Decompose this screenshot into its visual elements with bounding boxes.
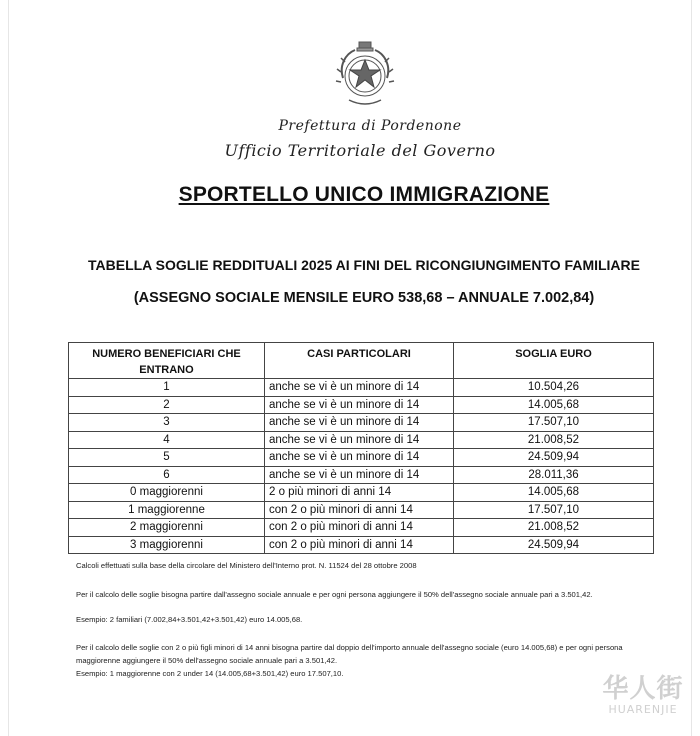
cell-threshold: 17.507,10 bbox=[454, 501, 654, 519]
example-1: Esempio: 2 familiari (7.002,84+3.501,42+3.501,42) euro 14.005,68. bbox=[76, 615, 303, 624]
cell-special-case: 2 o più minori di anni 14 bbox=[265, 484, 454, 502]
table-title: TABELLA SOGLIE REDDITUALI 2025 AI FINI DEL RICONGIUNGIMENTO FAMILIARE bbox=[88, 257, 640, 273]
cell-special-case: anche se vi è un minore di 14 bbox=[265, 466, 454, 484]
cell-threshold: 14.005,68 bbox=[454, 484, 654, 502]
office-line-2: Ufficio Territoriale del Governo bbox=[224, 141, 496, 160]
cell-special-case: con 2 o più minori di anni 14 bbox=[265, 519, 454, 537]
table-row bbox=[69, 466, 654, 484]
cell-beneficiaries: 0 maggiorenni bbox=[69, 484, 265, 502]
watermark-chinese: 华人街 bbox=[602, 674, 684, 704]
watermark-latin: HUARENJIE bbox=[608, 703, 678, 716]
table-row bbox=[69, 431, 654, 449]
cell-threshold: 24.509,94 bbox=[454, 536, 654, 554]
cell-beneficiaries: 1 maggiorenne bbox=[69, 501, 265, 519]
watermark bbox=[588, 668, 698, 716]
table-row bbox=[69, 484, 654, 502]
cell-beneficiaries: 5 bbox=[69, 449, 265, 467]
cell-beneficiaries: 3 maggiorenni bbox=[69, 536, 265, 554]
cell-beneficiaries: 1 bbox=[69, 379, 265, 397]
cell-special-case: anche se vi è un minore di 14 bbox=[265, 414, 454, 432]
header-beneficiaries: NUMERO BENEFICIARI CHE ENTRANO bbox=[69, 343, 265, 379]
cell-threshold: 21.008,52 bbox=[454, 431, 654, 449]
calculation-rule-1: Per il calcolo delle soglie bisogna partire dall'assegno sociale annuale e per ogni persona aggiungere il 50% dell'assegno sociale annuale pari a 3.501,42. bbox=[76, 590, 593, 599]
cell-special-case: anche se vi è un minore di 14 bbox=[265, 396, 454, 414]
cell-special-case: anche se vi è un minore di 14 bbox=[265, 431, 454, 449]
source-note: Calcoli effettuati sulla base della circolare del Ministero dell'Interno prot. N. 11524 del 28 ottobre 2008 bbox=[76, 561, 417, 570]
allowance-subtitle: (ASSEGNO SOCIALE MENSILE EURO 538,68 – ANNUALE 7.002,84) bbox=[133, 290, 595, 306]
cell-beneficiaries: 2 maggiorenni bbox=[69, 519, 265, 537]
cell-threshold: 14.005,68 bbox=[454, 396, 654, 414]
table-header-row bbox=[69, 343, 654, 379]
cell-special-case: con 2 o più minori di anni 14 bbox=[265, 501, 454, 519]
header-special-cases: CASI PARTICOLARI bbox=[265, 343, 454, 379]
example-2: Esempio: 1 maggiorenne con 2 under 14 (14.005,68+3.501,42) euro 17.507,10. bbox=[76, 669, 344, 678]
cell-beneficiaries: 6 bbox=[69, 466, 265, 484]
cell-threshold: 28.011,36 bbox=[454, 466, 654, 484]
main-title: SPORTELLO UNICO IMMIGRAZIONE bbox=[178, 183, 550, 206]
calculation-rule-2: Per il calcolo delle soglie con 2 o più figli minori di 14 anni bisogna partire dal doppio dell'importo annuale dell'assegno sociale (euro 14.005,68) e per ogni persona maggiorenne aggiungere il 50% dell'assegno sociale annuale pari a 3.501,42. bbox=[76, 643, 623, 665]
table-row bbox=[69, 379, 654, 397]
italian-republic-emblem-icon bbox=[329, 38, 401, 110]
income-threshold-table bbox=[68, 342, 654, 554]
cell-beneficiaries: 4 bbox=[69, 431, 265, 449]
cell-threshold: 17.507,10 bbox=[454, 414, 654, 432]
cell-beneficiaries: 2 bbox=[69, 396, 265, 414]
table-row bbox=[69, 536, 654, 554]
cell-beneficiaries: 3 bbox=[69, 414, 265, 432]
cell-threshold: 10.504,26 bbox=[454, 379, 654, 397]
cell-special-case: anche se vi è un minore di 14 bbox=[265, 449, 454, 467]
cell-threshold: 21.008,52 bbox=[454, 519, 654, 537]
cell-special-case: anche se vi è un minore di 14 bbox=[265, 379, 454, 397]
cell-threshold: 24.509,94 bbox=[454, 449, 654, 467]
cell-special-case: con 2 o più minori di anni 14 bbox=[265, 536, 454, 554]
table-row bbox=[69, 519, 654, 537]
table-row bbox=[69, 501, 654, 519]
header-threshold: SOGLIA EURO bbox=[454, 343, 654, 379]
table-row bbox=[69, 449, 654, 467]
table-row bbox=[69, 414, 654, 432]
office-line-1: Prefettura di Pordenone bbox=[278, 118, 462, 134]
table-row bbox=[69, 396, 654, 414]
